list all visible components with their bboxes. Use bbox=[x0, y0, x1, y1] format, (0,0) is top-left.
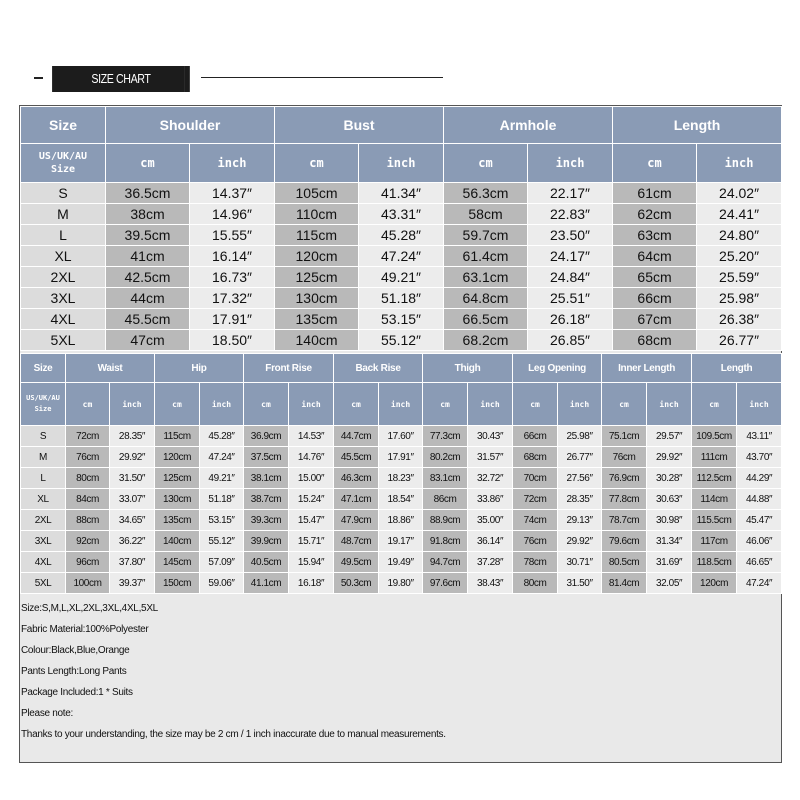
banner-rule bbox=[201, 77, 443, 78]
inch-value-cell: 32.05″ bbox=[647, 573, 692, 594]
size-cell: 3XL bbox=[21, 288, 106, 309]
header-hip: Hip bbox=[155, 354, 244, 383]
unit-inch: inch bbox=[468, 383, 513, 426]
unit-inch: inch bbox=[110, 383, 155, 426]
inch-value-cell: 43.70″ bbox=[737, 447, 782, 468]
cm-value-cell: 63cm bbox=[613, 225, 697, 246]
header-size: Size bbox=[21, 107, 106, 144]
cm-value-cell: 64cm bbox=[613, 246, 697, 267]
inch-value-cell: 31.69″ bbox=[647, 552, 692, 573]
cm-value-cell: 83.1cm bbox=[423, 468, 468, 489]
table-row bbox=[21, 447, 782, 468]
inch-value-cell: 16.18″ bbox=[289, 573, 334, 594]
note-pants-length: Pants Length:Long Pants bbox=[21, 666, 127, 677]
unit-inch: inch bbox=[697, 144, 782, 183]
inch-value-cell: 37.80″ bbox=[110, 552, 155, 573]
cm-value-cell: 68.2cm bbox=[444, 330, 528, 351]
cm-value-cell: 44.7cm bbox=[334, 426, 379, 447]
cm-value-cell: 72cm bbox=[513, 489, 558, 510]
inch-value-cell: 22.17″ bbox=[528, 183, 613, 204]
inch-value-cell: 31.50″ bbox=[558, 573, 602, 594]
unit-cm: cm bbox=[513, 383, 558, 426]
cm-value-cell: 125cm bbox=[275, 267, 359, 288]
size-subheader bbox=[21, 383, 66, 426]
inch-value-cell: 17.91″ bbox=[190, 309, 275, 330]
cm-value-cell: 61cm bbox=[613, 183, 697, 204]
table-row bbox=[21, 288, 782, 309]
inch-value-cell: 15.00″ bbox=[289, 468, 334, 489]
cm-value-cell: 48.7cm bbox=[334, 531, 379, 552]
inch-value-cell: 15.55″ bbox=[190, 225, 275, 246]
inch-value-cell: 37.28″ bbox=[468, 552, 513, 573]
inch-value-cell: 19.17″ bbox=[379, 531, 423, 552]
unit-inch: inch bbox=[359, 144, 444, 183]
inch-value-cell: 22.83″ bbox=[528, 204, 613, 225]
inch-value-cell: 26.77″ bbox=[697, 330, 782, 351]
size-cell: S bbox=[21, 183, 106, 204]
cm-value-cell: 66cm bbox=[513, 426, 558, 447]
cm-value-cell: 81.4cm bbox=[602, 573, 647, 594]
table-row bbox=[21, 309, 782, 330]
table-row bbox=[21, 531, 782, 552]
cm-value-cell: 68cm bbox=[513, 447, 558, 468]
cm-value-cell: 67cm bbox=[613, 309, 697, 330]
size-cell: 5XL bbox=[21, 330, 106, 351]
header-length: Length bbox=[692, 354, 782, 383]
inch-value-cell: 17.91″ bbox=[379, 447, 423, 468]
note-disclaimer: Thanks to your understanding, the size may be 2 cm / 1 inch inaccurate due to manual measurements. bbox=[21, 729, 446, 740]
unit-inch: inch bbox=[289, 383, 334, 426]
cm-value-cell: 63.1cm bbox=[444, 267, 528, 288]
cm-value-cell: 145cm bbox=[155, 552, 200, 573]
cm-value-cell: 37.5cm bbox=[244, 447, 289, 468]
table-row bbox=[21, 204, 782, 225]
cm-value-cell: 115cm bbox=[155, 426, 200, 447]
cm-value-cell: 78.7cm bbox=[602, 510, 647, 531]
inch-value-cell: 47.24″ bbox=[200, 447, 244, 468]
inch-value-cell: 16.14″ bbox=[190, 246, 275, 267]
cm-value-cell: 64.8cm bbox=[444, 288, 528, 309]
table-row bbox=[21, 468, 782, 489]
note-colour: Colour:Black,Blue,Orange bbox=[21, 645, 130, 656]
cm-value-cell: 39.5cm bbox=[106, 225, 190, 246]
cm-value-cell: 46.3cm bbox=[334, 468, 379, 489]
unit-inch: inch bbox=[200, 383, 244, 426]
cm-value-cell: 42.5cm bbox=[106, 267, 190, 288]
cm-value-cell: 84cm bbox=[66, 489, 110, 510]
cm-value-cell: 80.2cm bbox=[423, 447, 468, 468]
cm-value-cell: 38cm bbox=[106, 204, 190, 225]
inch-value-cell: 26.38″ bbox=[697, 309, 782, 330]
inch-value-cell: 59.06″ bbox=[200, 573, 244, 594]
cm-value-cell: 140cm bbox=[155, 531, 200, 552]
inch-value-cell: 55.12″ bbox=[359, 330, 444, 351]
inch-value-cell: 29.13″ bbox=[558, 510, 602, 531]
cm-value-cell: 47.1cm bbox=[334, 489, 379, 510]
cm-value-cell: 150cm bbox=[155, 573, 200, 594]
inch-value-cell: 15.94″ bbox=[289, 552, 334, 573]
cm-value-cell: 59.7cm bbox=[444, 225, 528, 246]
note-package: Package Included:1 * Suits bbox=[21, 687, 133, 698]
cm-value-cell: 44cm bbox=[106, 288, 190, 309]
cm-value-cell: 45.5cm bbox=[106, 309, 190, 330]
size-cell: M bbox=[21, 204, 106, 225]
inch-value-cell: 30.43″ bbox=[468, 426, 513, 447]
unit-inch: inch bbox=[558, 383, 602, 426]
inch-value-cell: 25.98″ bbox=[697, 288, 782, 309]
cm-value-cell: 66.5cm bbox=[444, 309, 528, 330]
cm-value-cell: 135cm bbox=[155, 510, 200, 531]
top-size-table bbox=[20, 106, 782, 351]
cm-value-cell: 39.3cm bbox=[244, 510, 289, 531]
inch-value-cell: 36.14″ bbox=[468, 531, 513, 552]
inch-value-cell: 45.28″ bbox=[200, 426, 244, 447]
cm-value-cell: 112.5cm bbox=[692, 468, 737, 489]
cm-value-cell: 96cm bbox=[66, 552, 110, 573]
header-back-rise: Back Rise bbox=[334, 354, 423, 383]
cm-value-cell: 38.1cm bbox=[244, 468, 289, 489]
inch-value-cell: 14.76″ bbox=[289, 447, 334, 468]
size-cell: L bbox=[21, 225, 106, 246]
cm-value-cell: 77.8cm bbox=[602, 489, 647, 510]
cm-value-cell: 72cm bbox=[66, 426, 110, 447]
cm-value-cell: 120cm bbox=[692, 573, 737, 594]
header-shoulder: Shoulder bbox=[106, 107, 275, 144]
cm-value-cell: 97.6cm bbox=[423, 573, 468, 594]
inch-value-cell: 23.50″ bbox=[528, 225, 613, 246]
table-row bbox=[21, 573, 782, 594]
cm-value-cell: 118.5cm bbox=[692, 552, 737, 573]
size-cell: XL bbox=[21, 246, 106, 267]
cm-value-cell: 130cm bbox=[275, 288, 359, 309]
cm-value-cell: 50.3cm bbox=[334, 573, 379, 594]
table-row bbox=[21, 510, 782, 531]
cm-value-cell: 56.3cm bbox=[444, 183, 528, 204]
table-row bbox=[21, 489, 782, 510]
inch-value-cell: 33.86″ bbox=[468, 489, 513, 510]
inch-value-cell: 53.15″ bbox=[200, 510, 244, 531]
table-row bbox=[21, 330, 782, 351]
cm-value-cell: 78cm bbox=[513, 552, 558, 573]
inch-value-cell: 19.49″ bbox=[379, 552, 423, 573]
inch-value-cell: 51.18″ bbox=[200, 489, 244, 510]
size-cell: 4XL bbox=[21, 552, 66, 573]
inch-value-cell: 15.47″ bbox=[289, 510, 334, 531]
banner-title: SIZE CHART bbox=[57, 66, 185, 92]
cm-value-cell: 140cm bbox=[275, 330, 359, 351]
unit-inch: inch bbox=[647, 383, 692, 426]
cm-value-cell: 120cm bbox=[275, 246, 359, 267]
inch-value-cell: 26.77″ bbox=[558, 447, 602, 468]
unit-cm: cm bbox=[423, 383, 468, 426]
cm-value-cell: 41.1cm bbox=[244, 573, 289, 594]
size-chart-banner bbox=[0, 62, 800, 98]
cm-value-cell: 80cm bbox=[513, 573, 558, 594]
table-row bbox=[21, 183, 782, 204]
inch-value-cell: 30.71″ bbox=[558, 552, 602, 573]
size-subheader-line1: US/UK/AU bbox=[26, 394, 60, 402]
cm-value-cell: 120cm bbox=[155, 447, 200, 468]
inch-value-cell: 51.18″ bbox=[359, 288, 444, 309]
inch-value-cell: 53.15″ bbox=[359, 309, 444, 330]
inch-value-cell: 30.63″ bbox=[647, 489, 692, 510]
note-please-note: Please note: bbox=[21, 708, 73, 719]
inch-value-cell: 18.54″ bbox=[379, 489, 423, 510]
size-cell: M bbox=[21, 447, 66, 468]
header-armhole: Armhole bbox=[444, 107, 613, 144]
size-cell: S bbox=[21, 426, 66, 447]
cm-value-cell: 77.3cm bbox=[423, 426, 468, 447]
cm-value-cell: 47cm bbox=[106, 330, 190, 351]
inch-value-cell: 31.34″ bbox=[647, 531, 692, 552]
cm-value-cell: 74cm bbox=[513, 510, 558, 531]
unit-cm: cm bbox=[602, 383, 647, 426]
cm-value-cell: 76cm bbox=[602, 447, 647, 468]
inch-value-cell: 14.53″ bbox=[289, 426, 334, 447]
header-size: Size bbox=[21, 354, 66, 383]
inch-value-cell: 14.37″ bbox=[190, 183, 275, 204]
inch-value-cell: 17.60″ bbox=[379, 426, 423, 447]
size-subheader bbox=[21, 144, 106, 183]
inch-value-cell: 47.24″ bbox=[359, 246, 444, 267]
unit-inch: inch bbox=[528, 144, 613, 183]
cm-value-cell: 41cm bbox=[106, 246, 190, 267]
inch-value-cell: 46.06″ bbox=[737, 531, 782, 552]
cm-value-cell: 66cm bbox=[613, 288, 697, 309]
inch-value-cell: 29.57″ bbox=[647, 426, 692, 447]
header-thigh: Thigh bbox=[423, 354, 513, 383]
inch-value-cell: 34.65″ bbox=[110, 510, 155, 531]
cm-value-cell: 88cm bbox=[66, 510, 110, 531]
cm-value-cell: 58cm bbox=[444, 204, 528, 225]
cm-value-cell: 61.4cm bbox=[444, 246, 528, 267]
size-cell: 3XL bbox=[21, 531, 66, 552]
banner-dash bbox=[34, 77, 43, 79]
size-subheader-line2: Size bbox=[50, 164, 76, 175]
cm-value-cell: 110cm bbox=[275, 204, 359, 225]
cm-value-cell: 36.5cm bbox=[106, 183, 190, 204]
inch-value-cell: 19.80″ bbox=[379, 573, 423, 594]
inch-value-cell: 25.51″ bbox=[528, 288, 613, 309]
inch-value-cell: 28.35″ bbox=[558, 489, 602, 510]
table-row bbox=[21, 552, 782, 573]
unit-inch: inch bbox=[737, 383, 782, 426]
cm-value-cell: 75.1cm bbox=[602, 426, 647, 447]
inch-value-cell: 49.21″ bbox=[200, 468, 244, 489]
inch-value-cell: 47.24″ bbox=[737, 573, 782, 594]
inch-value-cell: 55.12″ bbox=[200, 531, 244, 552]
unit-inch: inch bbox=[379, 383, 423, 426]
inch-value-cell: 31.57″ bbox=[468, 447, 513, 468]
inch-value-cell: 25.59″ bbox=[697, 267, 782, 288]
pants-size-table bbox=[20, 353, 782, 594]
cm-value-cell: 36.9cm bbox=[244, 426, 289, 447]
inch-value-cell: 18.23″ bbox=[379, 468, 423, 489]
size-cell: 4XL bbox=[21, 309, 106, 330]
inch-value-cell: 25.98″ bbox=[558, 426, 602, 447]
cm-value-cell: 111cm bbox=[692, 447, 737, 468]
inch-value-cell: 45.47″ bbox=[737, 510, 782, 531]
cm-value-cell: 65cm bbox=[613, 267, 697, 288]
note-fabric: Fabric Material:100%Polyester bbox=[21, 624, 149, 635]
inch-value-cell: 45.28″ bbox=[359, 225, 444, 246]
cm-value-cell: 115.5cm bbox=[692, 510, 737, 531]
inch-value-cell: 28.35″ bbox=[110, 426, 155, 447]
cm-value-cell: 79.6cm bbox=[602, 531, 647, 552]
inch-value-cell: 18.86″ bbox=[379, 510, 423, 531]
cm-value-cell: 68cm bbox=[613, 330, 697, 351]
size-cell: 2XL bbox=[21, 267, 106, 288]
unit-cm: cm bbox=[155, 383, 200, 426]
unit-cm: cm bbox=[66, 383, 110, 426]
size-subheader-line2: Size bbox=[34, 405, 52, 413]
inch-value-cell: 36.22″ bbox=[110, 531, 155, 552]
cm-value-cell: 114cm bbox=[692, 489, 737, 510]
unit-cm: cm bbox=[613, 144, 697, 183]
inch-value-cell: 29.92″ bbox=[647, 447, 692, 468]
inch-value-cell: 33.07″ bbox=[110, 489, 155, 510]
table-row bbox=[21, 426, 782, 447]
inch-value-cell: 44.88″ bbox=[737, 489, 782, 510]
unit-cm: cm bbox=[244, 383, 289, 426]
cm-value-cell: 125cm bbox=[155, 468, 200, 489]
size-subheader-line1: US/UK/AU bbox=[38, 151, 88, 162]
inch-value-cell: 31.50″ bbox=[110, 468, 155, 489]
inch-value-cell: 32.72″ bbox=[468, 468, 513, 489]
cm-value-cell: 38.7cm bbox=[244, 489, 289, 510]
cm-value-cell: 135cm bbox=[275, 309, 359, 330]
cm-value-cell: 70cm bbox=[513, 468, 558, 489]
table-row bbox=[21, 225, 782, 246]
cm-value-cell: 117cm bbox=[692, 531, 737, 552]
cm-value-cell: 47.9cm bbox=[334, 510, 379, 531]
unit-inch: inch bbox=[190, 144, 275, 183]
inch-value-cell: 14.96″ bbox=[190, 204, 275, 225]
inch-value-cell: 39.37″ bbox=[110, 573, 155, 594]
cm-value-cell: 100cm bbox=[66, 573, 110, 594]
size-cell: XL bbox=[21, 489, 66, 510]
inch-value-cell: 26.85″ bbox=[528, 330, 613, 351]
cm-value-cell: 49.5cm bbox=[334, 552, 379, 573]
cm-value-cell: 45.5cm bbox=[334, 447, 379, 468]
inch-value-cell: 41.34″ bbox=[359, 183, 444, 204]
cm-value-cell: 62cm bbox=[613, 204, 697, 225]
cm-value-cell: 91.8cm bbox=[423, 531, 468, 552]
cm-value-cell: 109.5cm bbox=[692, 426, 737, 447]
cm-value-cell: 39.9cm bbox=[244, 531, 289, 552]
inch-value-cell: 24.80″ bbox=[697, 225, 782, 246]
inch-value-cell: 44.29″ bbox=[737, 468, 782, 489]
inch-value-cell: 43.11″ bbox=[737, 426, 782, 447]
cm-value-cell: 130cm bbox=[155, 489, 200, 510]
inch-value-cell: 24.41″ bbox=[697, 204, 782, 225]
inch-value-cell: 27.56″ bbox=[558, 468, 602, 489]
cm-value-cell: 86cm bbox=[423, 489, 468, 510]
inch-value-cell: 43.31″ bbox=[359, 204, 444, 225]
unit-cm: cm bbox=[334, 383, 379, 426]
header-leg-opening: Leg Opening bbox=[513, 354, 602, 383]
cm-value-cell: 115cm bbox=[275, 225, 359, 246]
inch-value-cell: 17.32″ bbox=[190, 288, 275, 309]
inch-value-cell: 24.02″ bbox=[697, 183, 782, 204]
cm-value-cell: 76.9cm bbox=[602, 468, 647, 489]
unit-cm: cm bbox=[692, 383, 737, 426]
cm-value-cell: 76cm bbox=[513, 531, 558, 552]
cm-value-cell: 105cm bbox=[275, 183, 359, 204]
note-sizes: Size:S,M,L,XL,2XL,3XL,4XL,5XL bbox=[21, 603, 158, 614]
product-notes bbox=[20, 598, 781, 745]
header-bust: Bust bbox=[275, 107, 444, 144]
cm-value-cell: 76cm bbox=[66, 447, 110, 468]
inch-value-cell: 29.92″ bbox=[110, 447, 155, 468]
cm-value-cell: 88.9cm bbox=[423, 510, 468, 531]
header-inner-length: Inner Length bbox=[602, 354, 692, 383]
cm-value-cell: 94.7cm bbox=[423, 552, 468, 573]
inch-value-cell: 15.71″ bbox=[289, 531, 334, 552]
unit-cm: cm bbox=[106, 144, 190, 183]
inch-value-cell: 30.28″ bbox=[647, 468, 692, 489]
header-length: Length bbox=[613, 107, 782, 144]
cm-value-cell: 40.5cm bbox=[244, 552, 289, 573]
inch-value-cell: 35.00″ bbox=[468, 510, 513, 531]
size-cell: 5XL bbox=[21, 573, 66, 594]
inch-value-cell: 26.18″ bbox=[528, 309, 613, 330]
inch-value-cell: 46.65″ bbox=[737, 552, 782, 573]
cm-value-cell: 80cm bbox=[66, 468, 110, 489]
unit-cm: cm bbox=[444, 144, 528, 183]
size-cell: L bbox=[21, 468, 66, 489]
inch-value-cell: 24.84″ bbox=[528, 267, 613, 288]
inch-value-cell: 30.98″ bbox=[647, 510, 692, 531]
inch-value-cell: 24.17″ bbox=[528, 246, 613, 267]
header-waist: Waist bbox=[66, 354, 155, 383]
inch-value-cell: 16.73″ bbox=[190, 267, 275, 288]
header-front-rise: Front Rise bbox=[244, 354, 334, 383]
inch-value-cell: 15.24″ bbox=[289, 489, 334, 510]
inch-value-cell: 49.21″ bbox=[359, 267, 444, 288]
table-row bbox=[21, 267, 782, 288]
table-row bbox=[21, 246, 782, 267]
size-chart-frame bbox=[19, 105, 782, 763]
inch-value-cell: 57.09″ bbox=[200, 552, 244, 573]
size-cell: 2XL bbox=[21, 510, 66, 531]
cm-value-cell: 80.5cm bbox=[602, 552, 647, 573]
inch-value-cell: 18.50″ bbox=[190, 330, 275, 351]
inch-value-cell: 38.43″ bbox=[468, 573, 513, 594]
inch-value-cell: 25.20″ bbox=[697, 246, 782, 267]
inch-value-cell: 29.92″ bbox=[558, 531, 602, 552]
unit-cm: cm bbox=[275, 144, 359, 183]
cm-value-cell: 92cm bbox=[66, 531, 110, 552]
